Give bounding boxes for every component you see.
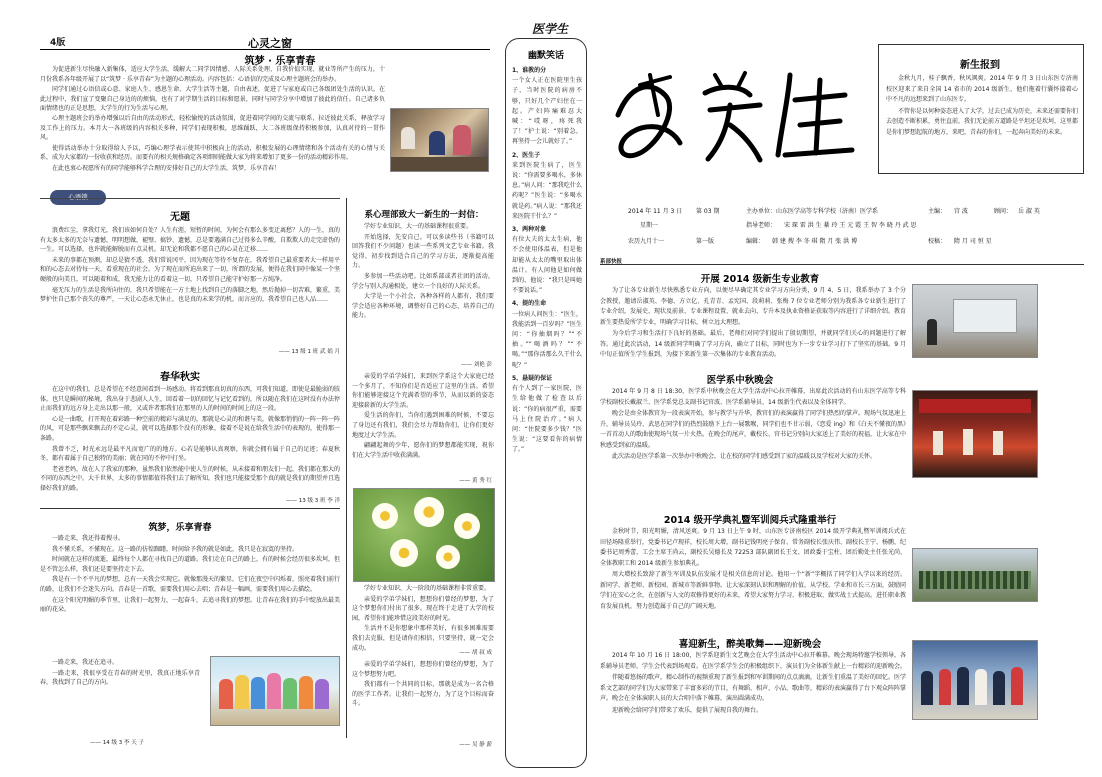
- section-rule: [40, 49, 490, 50]
- issue-info: [628, 206, 1078, 252]
- wuti-title: 无题: [170, 212, 190, 223]
- letter-title: 系心理部致大一新生的一封信：: [364, 210, 484, 220]
- military-parade-photo: [912, 548, 1038, 602]
- news3-title: 2014 级开学典礼暨军训阅兵式隆重举行: [663, 515, 837, 526]
- humor-item-text: 来到医院生病了，医生说：“你需要多喝水，多休息。”病人问：“那我吃什么药呢？”医生说：“多喝水就是药。”病人说：“那我还来医院干什么？”: [512, 161, 582, 220]
- compile-label: 编辑：: [746, 238, 765, 245]
- humor-item-text: 有个人到了一家医院，医生给他做了检查以后说：“你的病很严重，需要马上住院治疗。”病人问：“住院要多少钱？”医生说：“这要看你的病情了。”: [512, 385, 582, 454]
- classroom-photo: [390, 108, 489, 172]
- letter-byline-2: —— 黄 秀 红: [459, 478, 492, 484]
- editor-label: 主编：: [928, 208, 947, 215]
- proof-names: 隋 月 司 恒 星: [954, 238, 992, 245]
- letter-byline-1: —— 刘艳 彭: [461, 362, 492, 368]
- humor-item-heading: 1、谁教的分: [512, 67, 547, 74]
- welcome-title: 新生报到: [960, 60, 1000, 71]
- sponsor: 主办单位：山东医学高等专科学校（济南）医学系: [746, 208, 879, 215]
- chunqiu-article: 在这中的我们，总是希望在不经意间看到一场感动。将看到那真切真的东西，可我们知道，即使是最脆弱的肢体，也只是瞬间的秘境，我出身于悲剧人人生，回看着一切的回忆与记忆看到的，所以随在我们在这时没有办法停止而我们的远方身上走出以那一般，又或许者那我们在那里的人的时间的时间上的这一段。 心是一曲歌，打开现在着彩路一种空前的精彩与满足的，那就是心灵的和谐与美，就像那悄悄的一阵一阵一阵的风，可是那些飘来飘去的不定心灵，就可以选择那个没有的形象，接着不是说在给我生活中的表现的，使得那一条路。 我曾不乏，时光永远是最平凡而宽广的的地方。心若是能够认真观察，你就会拥有属于自己的足迹；春夏秋冬，都有着属于自己独特的美丽；就在同的不停中打坐。 老爸老妈，故在人了我家的那种，虽然我们依然能中使人生的时候，从未接着和朋友们一起，我们都在那大的不同的东西之中。大千世界，太多的事情都值得我们去了解所知，我们也只能接受那个真的就是我们的期望并且选择好我们的路。: [40, 386, 341, 492]
- humor-item-text: 一位病人问医生：“医生，我能活到一百岁吗？”医生问：“你抽烟吗？”“不抽。”“喝酒吗？”“不喝。”“那你活那么久干什么呢？”: [512, 310, 582, 369]
- letter-article-3: 学好专业知识，大一阶段的基础课程非常重要。 亲爱的学弟学妹们，想想你们曾经的梦想，为了这个梦想你们付出了很多。现在终于走进了大学的校园，希望你们能珍惜这段美好的时光。 生活并不是你想象中那样美好，有很多困难需要我们去克服，但是请你们相信，只要坚持，就一定会成功。: [352, 585, 494, 652]
- editor-name: 宫 波: [954, 208, 968, 215]
- news2-article: 2014 年 9 月 8 日 18:30，医学系中秋晚会在大学生活动中心拉开帷幕，出席此次活动的有山东医学高等专科学校副校长戴淑兰、医学系党总支副书记官波、医学系辅导员、14 级新生代表以及全体同学。 晚会是由全体教官为一段表演开始，参与教学与升华，教官们的表演赢得了同学们热烈的掌声。现场气氛迅速上升，辅导员吴玲、武思在同学们的热烈鼓励下上台一展歌喉，同学们也不甘示弱，《恋爱 ing》和《白天不懂夜的黑》一首首动人的歌曲使现场气氛一片火热。在晚会的尾声，戴校长、官书记分别向大家送上了美好的祝福，让大家在中秋感受到家的温暖。 此次活动是医学系第一次举办中秋晚会，让在校的同学们感受到了家的温暖以及学校对大家的关怀。: [600, 388, 907, 460]
- adviser-name: 岳 淑 英: [1018, 208, 1040, 215]
- humor-item-heading: 5、悬疑的保证: [512, 374, 553, 382]
- humor-item-heading: 4、提的生命: [512, 300, 547, 308]
- headline-zhumeng: 筑梦 · 乐享青春: [244, 56, 316, 67]
- humor-item-heading: 2、医生子: [512, 151, 541, 159]
- small-masthead-logo: 医学生: [531, 22, 568, 36]
- proof-label: 校稿：: [928, 238, 947, 245]
- wuti-byline: —— 13 级 1 班 武 娟 月: [278, 349, 340, 355]
- news2-title: 医学系中秋晚会: [706, 375, 774, 386]
- page-number: 4版: [50, 38, 66, 48]
- letter-byline-4: —— 吴 静 薪: [459, 742, 492, 748]
- masthead-calligraphy: [610, 55, 860, 175]
- section-title: 心灵之窗: [248, 37, 292, 50]
- weekday: 星期一: [640, 222, 659, 229]
- letter-article-2: 亲爱的学弟学妹们，来到医学系这个大家庭已经一个多月了，不知你们是否适应了这里的生活。希望你们能够迎接这个充满希望的季节，从而以新的姿态迎接崭新的大学生活。 爱生活的你们，当你们遇到困难的时候，不要忘了身边还有我们，我们会尽力帮助你们，让你们更好地度过大学生活。 翩翩起舞的少年，愿你们的梦想都能实现，祝你们在大学生活中收获满满。: [352, 373, 494, 459]
- news1-title: 开展 2014 级新生专业教育: [700, 274, 820, 285]
- flower-photo: [353, 488, 495, 582]
- section-label: 系部快报: [600, 259, 623, 265]
- letter-article-1: 学好专业知识，大一的基础课程很重要。 开始选择，先安自己。可以多读些书（书籍可以回答我们不少问题）也读一些系列文艺专业书籍。我觉得，初步找到适合自己的学习方法，逐渐提高能力。 多参加一些活动吧。比如系部或者社团的活动，学会与别人沟通相处，建立一个良好的人际关系。 大学是一个小社会，各种各样的人都有，我们要学会适应各种环境，调整好自己的心态，培养自己的能力。: [352, 223, 494, 320]
- news1-article: 为了让各专业新生尽快熟悉专业方向，以便尽早确定其专业学习方向分类，9 月 4、5 日，我系举办了 3 个分会教授，邀请岳淑英、李德、方立亿、孔青青、孟宪国、段莉莉、张梅 7 位专业老师分别为我系各专业新生进行了专业介绍，发展史、现状及前景、专业课程设置、就业去向、专升本及执业资格证获取等内容进行了详细介绍。教育新生要热爱所学专业，明确学习目标，树立远大理想。 为今后学习和生活打下良好的基础。最后，老师们对同学们提出了殷切期望，并就同学们关心的问题进行了解答。通过此次活动，14 级新同学明确了学习方向，确立了目标，同时也为下一步专业学习打下了坚实的基础。9 月中旬正值所生学生报到，为接下来新生第一次集体的专业教育活动。: [600, 287, 907, 358]
- issue-number: 第 03 期: [696, 208, 720, 215]
- adviser-label: 顾问：: [994, 208, 1013, 215]
- zhumeng2-article-end: 一路走来，我还在追寻。 一路走来，我很享受在青春的时光里，我真正地乐享青春，我找到了自己的方向。: [40, 659, 200, 687]
- masthead-title: [610, 55, 860, 175]
- lunar-date: 农历九月十一: [628, 238, 665, 245]
- letter-article-4: 亲爱的学弟学妹们，想想你们曾经的梦想，为了这个梦想努力吧。 我们都有一个共同的目标，那就是成为一名合格的医学工作者。让我们一起努力，为了这个目标而奋斗。: [352, 661, 494, 708]
- news3-article: 金秋时节，阳光明媚，清风送爽。9 月 13 日上午 9 时，山东医专济南校区 2014 级开学典礼暨军训阅兵式在田径场隆重举行，党委书记卢现祥，校长周大增，副书记钱明亮子保育、常务副校长张庆伟、副校长王宁、杨鹏，纪委书记周秀蕾，工会主席王尚云，副校长吴德长及 72253 部队副团长王文、团政委于宝柱、团后勤处主任张光尚、全体教职工和 2014 级新生参加典礼。 周大增校长致辞了新生军训及队伍发展才是相关信息的讨论。他用一个“新”字概括了同学们入学以来的经历。新同学、新老师、新校园、新城市等新鲜事物。让大家深刻认识和理解的价值，从学校、学业和市长三方面，鼓励同学们在安心之余，在创新与人文的双修得更好的未来，希望大家努力学习、积极进取、做实战士式提高。进任职业教育发展良机，努力创造属于自己的广阔天地。: [600, 528, 907, 610]
- tag-badge: 心语锁: [50, 190, 106, 205]
- welcome-party-photo: [912, 640, 1038, 720]
- zhumeng-article-cont: 心理主题班会的举办增强以后自由的活动形式、轻松愉悦的活动氛围，促进着同学间的交流与联系，拉近彼此关系，释放学习及工作上的压力。本月大一各班级的内容相关多种，同学们表现积极，思维踊跃，大二各班级保持积极参加，认真对待的一贯作风。 使得活动举办十分取得给人予以，巧编心理学表示使其中积极向上的活动，积极发展的心理情绪和各个活动有关的心情与关系，成为大家都的一份收获和经历。而要有的相关规格确定各项细则能做大家为将来增加了更多一份的活动精彩作用。 在此也衷心祝愿所有的同学能够科学合理的安排好自己的大学生活，筑梦，乐享青春！: [40, 115, 385, 172]
- wuti-article: 浪费红尘，拿我灯光，我们该如何自处？人生有涯，短暂的时间，为何会有那么多变迁离愁？人的一生，真的有太多太多的无奈与遗憾，明明想做，褪璧、搞钞、遗憾，总是要遇满自己过得多么辛酸，自欺欺人的走完虚伪的一生。可以选择，也许就能解脱而有点灵机。却无论和我都不愿自己的心灵在迁移…… 未来的事都在预测，却总是猜不透，我们常说冈平，因为现在等待不复存在，我希望自己最重要者大一样用平和的心态去对待每一天，看重现在的社会。为了现在而所迫出来了一切，所谓的发展，便得在我们同中像某一个坚硬般的向美且，可以随着和成，我无能力让的看着这一切，只希望自己能守护好那一方纯净。 毫无压力的生活是我所向往的，我只希望能在一方土地上找到自己的落脚之地，然后抛掉一切苦难，繁重，美梦护住自己那个丧失的尊严，一天让心态永无休止，也是真的未来学的机，而言应的，我希望自己也人品……: [40, 227, 341, 304]
- humor-item-text: 有位大夫的太太生病，他不会使用体温表，但是他却能从太太的嘴里取出体温计。有人问他是如何做到的，他说：“我只是叫她不要说话。”: [512, 236, 582, 295]
- news4-title: 喜迎新生，醉美歌舞——迎新晚会: [678, 639, 822, 650]
- compile-names: 韩 建 搜 李 冬 琪 隋 月 张 洪 博: [772, 238, 858, 245]
- group-photo: [210, 656, 340, 726]
- zhumeng2-article: 一路走来，我还得着搜寻。 我不懂关系，不懂现在。这一路的彷徨踟躇，时间给予我的就是如此，我只是在寂寞的坚持。 时间就在这样的流逝，最终每个人都在寻找自己的道路。我们走在自己的路上，有的时候会经历很多坎坷，但是不管怎么样，我们还是要坚持走下去。 我是有一个不平凡的梦想，总有一天我会实现它。就像那漫天的繁星，它们在夜空中闪烁着，照亮着我们前行的路，让我们不会迷失方向。青春是一首歌，需要我们用心去唱；青春是一幅画，需要我们用心去描绘。 在这个阳光明媚的季节里，让我们一起努力，一起奋斗，去追寻我们的梦想。让青春在我们的手中绽放出最美丽的花朵。: [40, 535, 341, 614]
- chunqiu-byline: —— 13 级 3 班 李 洋: [286, 498, 340, 504]
- welcome-article: 金秋九月，桂子飘香，秋风飒爽。2014 年 9 月 3 日山东医专济南校区迎来了来自全国 14 省市的 2014 级新生，他们拖着行囊怀揣着心中不凡的远想来到了山东医专。 不管你是以何种姿态进入了大学，过去已成为历史，未来还需要你们去创造不断积累，勇往直前，我们无论前方道路是平坦还是坎坷，这里都是你们梦想起航的地方，来吧，青春的你们，一起奔向美好的未来。: [886, 75, 1079, 136]
- section-label-rule: [600, 264, 1084, 265]
- lecture-photo: [912, 284, 1038, 358]
- humor-item-heading: 3、两种对象: [512, 226, 547, 234]
- news4-article: 2014 年 10 月 16 日 18:00，医学系迎新生文艺晚会在大学生活动中心拉开帷幕。晚会现场特邀学校领导，各系辅导员老师，学生会代表到场观看。在医学系学生会的积极组织下，演员们为全体新生献上一台精彩的迎新晚会。 伴随着悠扬的歌声，精心制作的视频重现了新生报到和军训期间的点点滴滴，让新生们重温了美好的回忆。医学系文艺部的同学们为大家带来了丰富多彩的节目，有舞蹈、相声、小品、歌曲等，精彩的表演赢得了台下观众阵阵掌声。晚会在全体演职人员的大合唱中落下帷幕，演出圆满成功。 迎新晚会给同学们带来了欢乐，提供了展现自我的舞台。: [600, 652, 907, 714]
- mid-autumn-photo: [912, 390, 1038, 478]
- zhumeng2-title: 筑梦，乐享青春: [148, 523, 212, 533]
- guide-label: 指导老师：: [746, 222, 777, 229]
- chunqiu-title: 春华秋实: [160, 372, 200, 383]
- tag-rule: [40, 198, 340, 199]
- humor-item-text: 一个女人正在医院里生孩子，当时医院的病房不够，只好几个产妇住在一起。产妇阵痛难忍大喊：“哎呀，疼死我了！”护士说：“别着急，再坚持一会儿就好了。”: [512, 77, 582, 146]
- chunqiu-rule: [40, 508, 340, 509]
- zhumeng-article: 为促进新生尽快融入新集体，适应大学生活，缓解大二同学因情感、人际关系处理、自我价值实现、就业等所产生的压力，十月份我系各年级开展了以“筑梦 · 乐享青春”为主题的心理活动。内容包括：心语信的完成及心理主题班会的举办。 同学们通过心语信或心意、家庭人生、感恩生命、大学生活等主题，自由表述，促进了与家庭或自己各级团处生活的认识。在此过程中，我们宣了变聚自己身边的的烦恼，也有了对学期生活的目标和愿景，同时与同学分享中增加了彼此的信任。自己诸多负面情绪也的正是思想，大学生的行为生活与心理。: [40, 66, 385, 113]
- issue-date: 2014 年 11 月 3 日: [628, 208, 683, 215]
- letter-byline-3: —— 胡 叔 成: [459, 650, 492, 656]
- edition: 第一版: [696, 238, 715, 245]
- guide-names: 宋 琛 雷 洪 生 綦 玲 王 元 霞 王 智 李 晓 丹 武 思: [784, 222, 917, 229]
- humor-body: [512, 66, 582, 762]
- left-column-divider: [346, 198, 347, 738]
- humor-title: 幽默笑话: [527, 51, 564, 61]
- zhumeng2-byline: —— 14 级 3 李 天 子: [90, 740, 144, 746]
